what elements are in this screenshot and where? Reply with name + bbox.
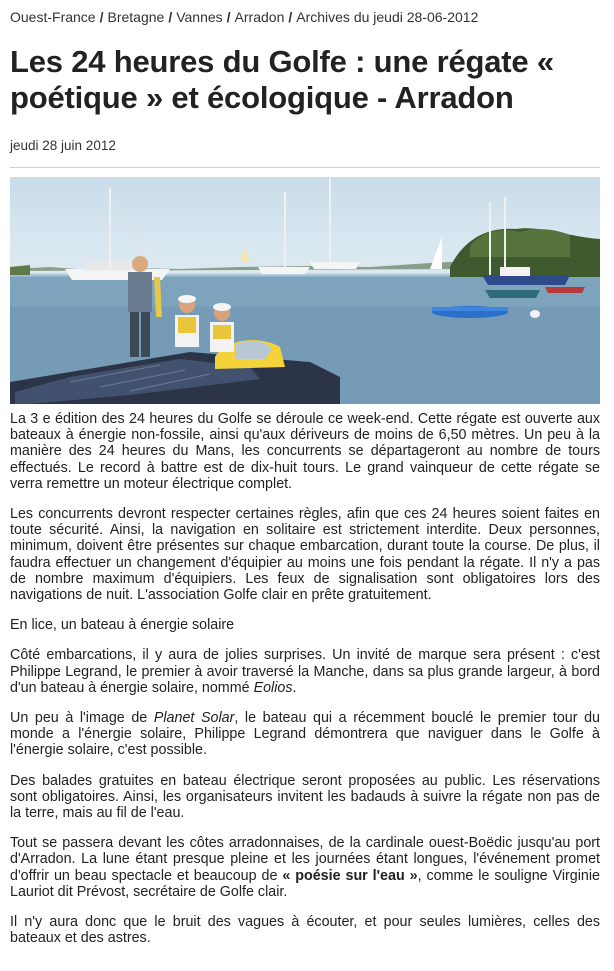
paragraph-text: . <box>292 679 297 696</box>
divider <box>10 167 600 168</box>
paragraph-text: Côté embarcations, il y aura de jolies surprises. Un invité de marque sera présent : c'est Philippe Legrand, le premier à avoir traversé la Manche, dans sa plus grande largeur, à bord d'un bateau à énergie solaire, nommé <box>10 647 600 696</box>
article-container <box>10 0 600 960</box>
breadcrumb <box>10 8 600 26</box>
paragraph-text: , le bateau qui a récemment bouclé le premier tour du monde a l'énergie solaire, Philippe Legrand démontrera que naviguer dans le Golfe à l'énergie solaire, c'est possible. <box>10 710 600 759</box>
breadcrumb-item-vannes[interactable]: Vannes <box>176 9 223 25</box>
paragraph-text: , comme le souligne Virginie Lauriot dit Prévost, secrétaire de Golfe clair. <box>10 867 600 900</box>
article-paragraph: Des balades gratuites en bateau électrique seront proposées au public. Les réservations sont obligatoires. Ainsi, les organisateurs invitent les badauds à suivre la régate non pas de la terre, mais au fil de l'eau. <box>10 772 600 822</box>
photo-illustration <box>10 177 600 404</box>
breadcrumb-item-arradon[interactable]: Arradon <box>234 9 285 25</box>
article-paragraph: La 3 e édition des 24 heures du Golfe se déroule ce week-end. Cette régate est ouverte aux bateaux à énergie non-fossile, ainsi qu'aux dériveurs de moins de 6,50 mètres. Un peu à la manière des 24 heures du Mans, les concurrents se départageront au nombre de tours effectués. Le record à battre est de dix-huit tours. Le grand vainqueur de cette régate se verra remettre un moteur électrique complet. <box>10 411 600 492</box>
paragraph-text: Un peu à l'image de <box>10 710 154 727</box>
breadcrumb-item-archives: Archives du jeudi 28-06-2012 <box>296 9 479 25</box>
boat-name-emphasis: Planet Solar <box>153 710 235 727</box>
article-paragraph <box>10 835 600 900</box>
article-date: jeudi 28 juin 2012 <box>10 138 116 153</box>
article-subheading: En lice, un bateau à énergie solaire <box>10 617 235 634</box>
breadcrumb-item-bretagne[interactable]: Bretagne <box>107 9 165 25</box>
breadcrumb-separator: / <box>168 9 173 25</box>
article-photo <box>10 177 600 404</box>
article-body <box>10 411 600 946</box>
breadcrumb-separator: / <box>288 9 293 25</box>
article-paragraph: Les concurrents devront respecter certaines règles, afin que ces 24 heures soient faites en toute sécurité. Ainsi, la navigation en solitaire est strictement interdite. Deux personnes, minimum, doivent être présentes sur chaque embarcation, durant toute la course. De plus, il faudra effectuer un changement d'équipier au moins une fois pendant la régate. Il n'y a pas de nombre maximum d'équipiers. Les feux de signalisation sont obligatoires lors des navigations de nuit. L'association Golfe clair en prête gratuitement. <box>10 506 600 604</box>
paragraph-text: Tout se passera devant les côtes arradonnaises, de la cardinale ouest-Boëdic jusqu'au port d'Arradon. La lune étant presque pleine et les journées étant longues, l'événement promet d'offrir un beau spectacle et beaucoup de <box>10 835 600 884</box>
breadcrumb-separator: / <box>99 9 104 25</box>
quote-emphasis: « poésie sur l'eau » <box>282 867 418 884</box>
breadcrumb-item-ouest-france[interactable]: Ouest-France <box>10 9 96 25</box>
article-paragraph: Il n'y aura donc que le bruit des vagues à écouter, et pour seules lumières, celles des bateaux et des astres. <box>10 914 600 947</box>
breadcrumb-separator: / <box>226 9 231 25</box>
article-title: Les 24 heures du Golfe : une régate « poétique » et écologique - Arradon <box>10 44 554 115</box>
boat-name-emphasis: Eolios <box>253 679 293 696</box>
article-paragraph <box>10 647 600 696</box>
article-paragraph <box>10 710 600 759</box>
